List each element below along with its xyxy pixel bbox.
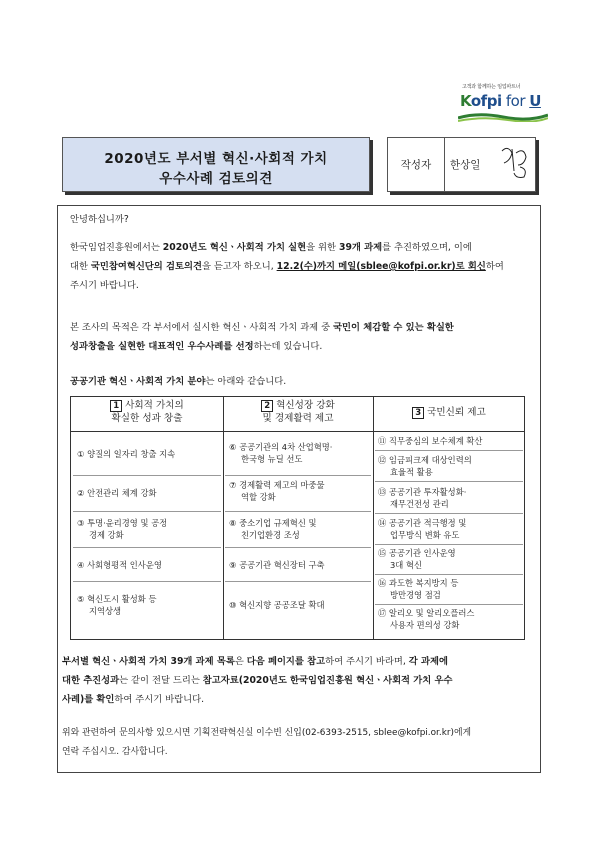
paragraph-purpose: 본 조사의 목적은 각 부서에서 실시한 혁신ㆍ사회적 가치 과제 중 국민이 체감할 수 있는 확실한 성과창출을 실현한 대표적인 우수사례를 선정하는데 있습니다. [70, 322, 454, 352]
author-label: 작성자 [400, 159, 432, 171]
table-divider [373, 397, 374, 639]
row-divider [375, 544, 523, 545]
value-areas-table [70, 396, 525, 640]
row-divider [73, 547, 221, 548]
kofpi-logo [448, 83, 548, 125]
table-cell: ⑥ 공공기관의 4차 산업혁명· 한국형 뉴딜 선도 [229, 442, 333, 464]
table-header-2: 2 혁신성장 강화 및 경제활력 제고 [262, 400, 335, 424]
table-cell: ③ 투명·윤리경영 및 공정 경제 강화 [77, 518, 168, 540]
table-cell: ⑮ 공공기관 인사운영 3대 혁신 [378, 548, 456, 570]
page-title: 2020년도 부서별 혁신·사회적 가치 [104, 151, 328, 167]
paragraph-fields: 공공기관 혁신ㆍ사회적 가치 분야는 아래와 같습니다. [70, 376, 287, 387]
table-cell: ⑪ 직무중심의 보수체계 확산 [378, 436, 483, 446]
row-divider [375, 604, 523, 605]
logo-tagline: 고객과 함께하는 임업파트너 [462, 84, 521, 90]
paragraph-reference: 부서별 혁신ㆍ사회적 가치 39개 과제 목록은 다음 페이지를 참고하여 주시기 바라며, 각 과제에 대한 추진성과는 같이 전달 드리는 참고자료(2020년도 한국임업진흥원 혁신ㆍ사회적 가치 우수 사례)를 확인하여 주시기 바랍니다. [62, 656, 453, 705]
row-divider [375, 450, 523, 451]
row-divider [225, 475, 371, 476]
greeting: 안녕하십니까? [70, 214, 129, 225]
paragraph-intro: 한국임업진흥원에서는 2020년도 혁신ㆍ사회적 가치 실현을 위한 39개 과제를 추진하였으며, 이에 대한 국민참여혁신단의 검토의견을 듣고자 하오니, 12.2(수)까지 메일(sblee@kofpi.or.kr)로 회신하여 주시기 바랍니다. [70, 242, 504, 291]
row-divider [225, 547, 371, 548]
table-header-divider [71, 431, 524, 432]
table-cell: ⑰ 알리오 및 알리오플러스 사용자 편의성 강화 [378, 608, 475, 630]
row-divider [375, 574, 523, 575]
table-cell: ⑭ 공공기관 적극행정 및 업무방식 변화 유도 [378, 518, 467, 540]
signature-icon [498, 143, 532, 181]
table-cell: ④ 사회형평적 인사운영 [77, 560, 162, 570]
document-header [62, 137, 536, 192]
row-divider [225, 511, 371, 512]
reply-deadline: 12.2(수)까지 메일(sblee@kofpi.or.kr)로 회신 [276, 261, 486, 272]
author-box [387, 137, 536, 192]
row-divider [73, 581, 221, 582]
table-cell: ⑬ 공공기관 투자활성화· 재무건전성 관리 [378, 487, 467, 509]
row-divider [73, 511, 221, 512]
title-box [62, 137, 370, 192]
page-subtitle: 우수사례 검토의견 [159, 171, 273, 187]
table-header-1: 1 사회적 가치의 확실한 성과 창출 [111, 400, 184, 424]
table-cell: ⑦ 경제활력 제고의 마중물 역할 강화 [229, 480, 325, 502]
table-cell: ② 안전관리 체계 강화 [77, 488, 157, 498]
author-name: 한상일 [450, 159, 481, 171]
table-cell: ① 양질의 일자리 창출 지속 [77, 449, 176, 459]
table-header-3: 3 국민신뢰 제고 [373, 406, 525, 419]
author-divider [444, 138, 445, 191]
table-cell: ⑧ 중소기업 규제혁신 및 친기업환경 조성 [229, 518, 317, 540]
logo-swoosh-icon [458, 112, 548, 122]
row-divider [375, 481, 523, 482]
logo-wordmark: Kofpi for U [460, 92, 541, 110]
table-divider [223, 397, 224, 639]
row-divider [375, 513, 523, 514]
table-cell: ⑯ 과도한 복지방지 등 방만경영 점검 [378, 578, 459, 600]
table-cell: ⑫ 임금피크제 대상인력의 효율적 활용 [378, 455, 472, 477]
table-cell: ⑨ 공공기관 혁신장터 구축 [229, 560, 325, 570]
row-divider [225, 581, 371, 582]
table-cell: ⑤ 혁신도시 활성화 등 지역상생 [77, 594, 157, 616]
row-divider [73, 475, 221, 476]
table-cell: ⑩ 혁신지향 공공조달 확대 [229, 600, 325, 610]
paragraph-contact: 위와 관련하여 문의사항 있으시면 기획전략혁신실 이수빈 신입(02-6393-2515, sblee@kofpi.or.kr)에게 연락 주십시오. 감사합니다. [62, 728, 472, 757]
